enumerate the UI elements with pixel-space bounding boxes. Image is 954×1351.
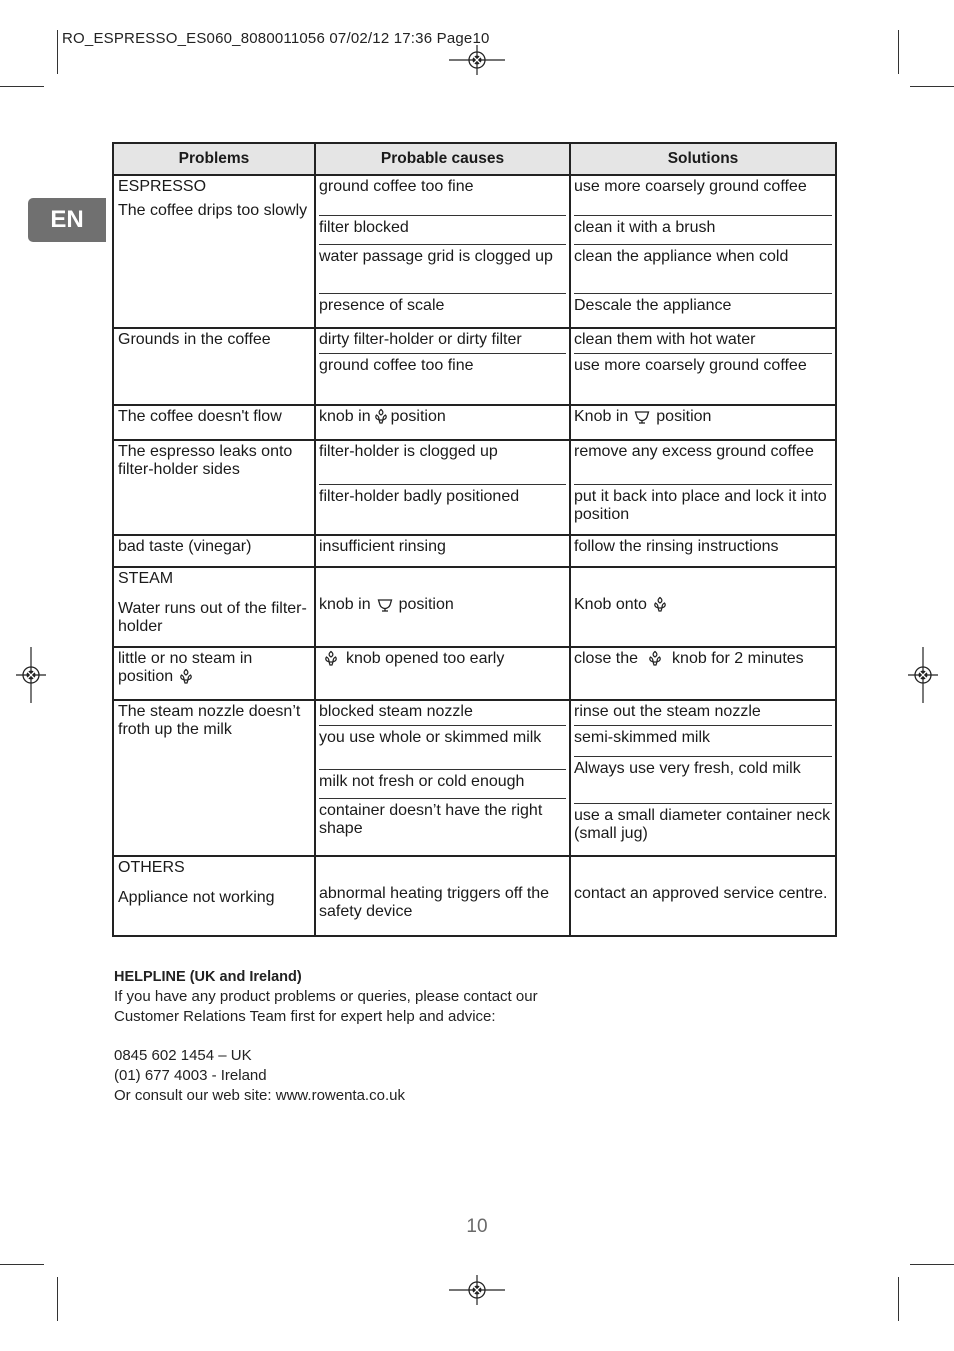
solution-item: Descale the appliance xyxy=(574,293,832,318)
problem-text: The coffee drips too slowly xyxy=(118,202,308,219)
solution-item: remove any excess ground coffee xyxy=(574,443,814,460)
table-row xyxy=(113,328,836,405)
table-row xyxy=(113,567,836,647)
print-slug: RO_ESPRESSO_ES060_8080011056 07/02/12 17:36 Page10 xyxy=(62,30,490,47)
cause-cell xyxy=(315,440,570,535)
cause-item xyxy=(319,568,566,617)
cause-item: ground coffee too fine xyxy=(319,178,474,195)
crop-mark xyxy=(910,86,954,87)
cause-item: you use whole or skimmed milk xyxy=(319,725,566,769)
solution-item: semi-skimmed milk xyxy=(574,725,832,756)
registration-mark-icon xyxy=(447,1275,507,1305)
crop-mark xyxy=(898,1277,899,1321)
solution-cell xyxy=(570,700,836,856)
solution-item: use more coarsely ground coffee xyxy=(574,178,807,195)
problem-text xyxy=(118,650,310,686)
helpline-heading: HELPLINE (UK and Ireland) xyxy=(114,969,302,985)
problem-text: Appliance not working xyxy=(118,889,275,906)
solution-cell xyxy=(570,440,836,535)
phone-ireland: (01) 677 4003 - Ireland xyxy=(114,1067,267,1084)
solution-item: use a small diameter container neck (small jug) xyxy=(574,803,832,846)
section-label: STEAM xyxy=(118,570,174,587)
helpline-text: If you have any product problems or queries, please contact our xyxy=(114,988,538,1005)
cause-item: container doesn’t have the right shape xyxy=(319,798,566,841)
cause-item: ground coffee too fine xyxy=(319,353,566,378)
cause-text: knob opened too early xyxy=(346,650,505,667)
problem-text: The espresso leaks onto filter-holder sides xyxy=(118,443,293,478)
table-header-row xyxy=(113,143,836,175)
table-row xyxy=(113,440,836,535)
problem-cell xyxy=(113,567,315,647)
cause-cell xyxy=(315,700,570,856)
crop-mark xyxy=(898,30,899,74)
solution-text: knob for 2 minutes xyxy=(672,650,804,667)
registration-mark-icon xyxy=(447,45,507,75)
cause-text: knob in xyxy=(319,596,371,613)
cup-icon xyxy=(377,598,393,612)
problem-cell xyxy=(113,405,315,440)
cause-item: abnormal heating triggers off the safety device xyxy=(319,885,550,920)
problem-cell xyxy=(113,175,315,328)
solution-item: follow the rinsing instructions xyxy=(574,538,779,555)
cause-item: filter-holder is clogged up xyxy=(319,443,498,460)
cause-item: dirty filter-holder or dirty filter xyxy=(319,331,522,348)
cause-item: insufficient rinsing xyxy=(319,538,446,555)
problem-text: Water runs out of the filter-holder xyxy=(118,600,307,635)
cause-cell xyxy=(315,535,570,567)
solution-cell xyxy=(570,856,836,936)
cause-cell xyxy=(315,647,570,700)
cause-item xyxy=(319,648,566,671)
website-line: Or consult our web site: www.rowenta.co.uk xyxy=(114,1087,405,1104)
steam-icon xyxy=(179,668,193,684)
solution-item: put it back into place and lock it into position xyxy=(574,484,832,527)
table-row xyxy=(113,175,836,328)
solution-item: contact an approved service centre. xyxy=(574,885,828,902)
steam-icon xyxy=(653,596,667,612)
solution-item: use more coarsely ground coffee xyxy=(574,353,832,378)
steam-icon xyxy=(648,650,662,666)
solution-cell xyxy=(570,535,836,567)
cause-cell xyxy=(315,328,570,405)
crop-mark xyxy=(57,1277,58,1321)
problem-cell xyxy=(113,440,315,535)
section-label: ESPRESSO xyxy=(118,178,207,195)
cause-text: position xyxy=(398,596,454,613)
cause-cell xyxy=(315,405,570,440)
solution-item: clean the appliance when cold xyxy=(574,244,832,293)
solution-item: clean it with a brush xyxy=(574,215,832,244)
solution-cell xyxy=(570,405,836,440)
language-tab: EN xyxy=(28,198,106,242)
cause-text: position xyxy=(390,408,446,425)
phone-uk: 0845 602 1454 – UK xyxy=(114,1047,252,1064)
solution-text: position xyxy=(656,408,712,425)
cause-item: milk not fresh or cold enough xyxy=(319,769,566,798)
solution-item xyxy=(574,648,832,671)
cause-item: filter blocked xyxy=(319,215,566,244)
registration-mark-icon xyxy=(16,645,46,705)
table-row xyxy=(113,405,836,440)
solution-item xyxy=(574,406,832,429)
helpline-section xyxy=(114,967,538,1106)
crop-mark xyxy=(0,1264,44,1265)
solution-text: close the xyxy=(574,650,639,667)
cause-cell xyxy=(315,567,570,647)
crop-mark xyxy=(0,86,44,87)
cause-text: knob in xyxy=(319,408,371,425)
problem-cell xyxy=(113,647,315,700)
helpline-text: Customer Relations Team first for expert help and advice: xyxy=(114,1008,496,1025)
problem-cell xyxy=(113,328,315,405)
cause-cell xyxy=(315,175,570,328)
table-row xyxy=(113,535,836,567)
solution-cell xyxy=(570,175,836,328)
cause-cell xyxy=(315,856,570,936)
column-header: Probable causes xyxy=(315,143,570,175)
column-header: Solutions xyxy=(570,143,836,175)
solution-text: Knob in xyxy=(574,408,629,425)
solution-text: Knob onto xyxy=(574,596,647,613)
cause-item xyxy=(319,406,566,429)
crop-mark xyxy=(910,1264,954,1265)
cup-icon xyxy=(634,410,650,424)
cause-item: filter-holder badly positioned xyxy=(319,484,566,509)
column-header: Problems xyxy=(113,143,315,175)
table-row xyxy=(113,700,836,856)
solution-cell xyxy=(570,647,836,700)
cause-item: presence of scale xyxy=(319,293,566,318)
troubleshooting-table xyxy=(112,142,837,937)
cause-item: water passage grid is clogged up xyxy=(319,244,566,293)
solution-item: clean them with hot water xyxy=(574,331,756,348)
problem-cell xyxy=(113,856,315,936)
problem-text: bad taste (vinegar) xyxy=(118,538,252,555)
solution-item: rinse out the steam nozzle xyxy=(574,703,761,720)
section-label: OTHERS xyxy=(118,859,185,876)
problem-cell xyxy=(113,535,315,567)
steam-icon xyxy=(374,408,388,424)
problem-text: The steam nozzle doesn’t froth up the milk xyxy=(118,703,301,738)
table-row xyxy=(113,647,836,700)
table-row xyxy=(113,856,836,936)
solution-cell xyxy=(570,567,836,647)
problem-text: little or no steam in position xyxy=(118,650,253,685)
problem-text: Grounds in the coffee xyxy=(118,331,271,348)
solution-item xyxy=(574,568,832,617)
problem-text: The coffee doesn't flow xyxy=(118,408,282,425)
page-number: 10 xyxy=(466,1216,488,1237)
registration-mark-icon xyxy=(908,645,938,705)
steam-icon xyxy=(324,650,338,666)
problem-cell xyxy=(113,700,315,856)
solution-item: Always use very fresh, cold milk xyxy=(574,756,832,803)
cause-item: blocked steam nozzle xyxy=(319,703,473,720)
crop-mark xyxy=(57,30,58,74)
solution-cell xyxy=(570,328,836,405)
